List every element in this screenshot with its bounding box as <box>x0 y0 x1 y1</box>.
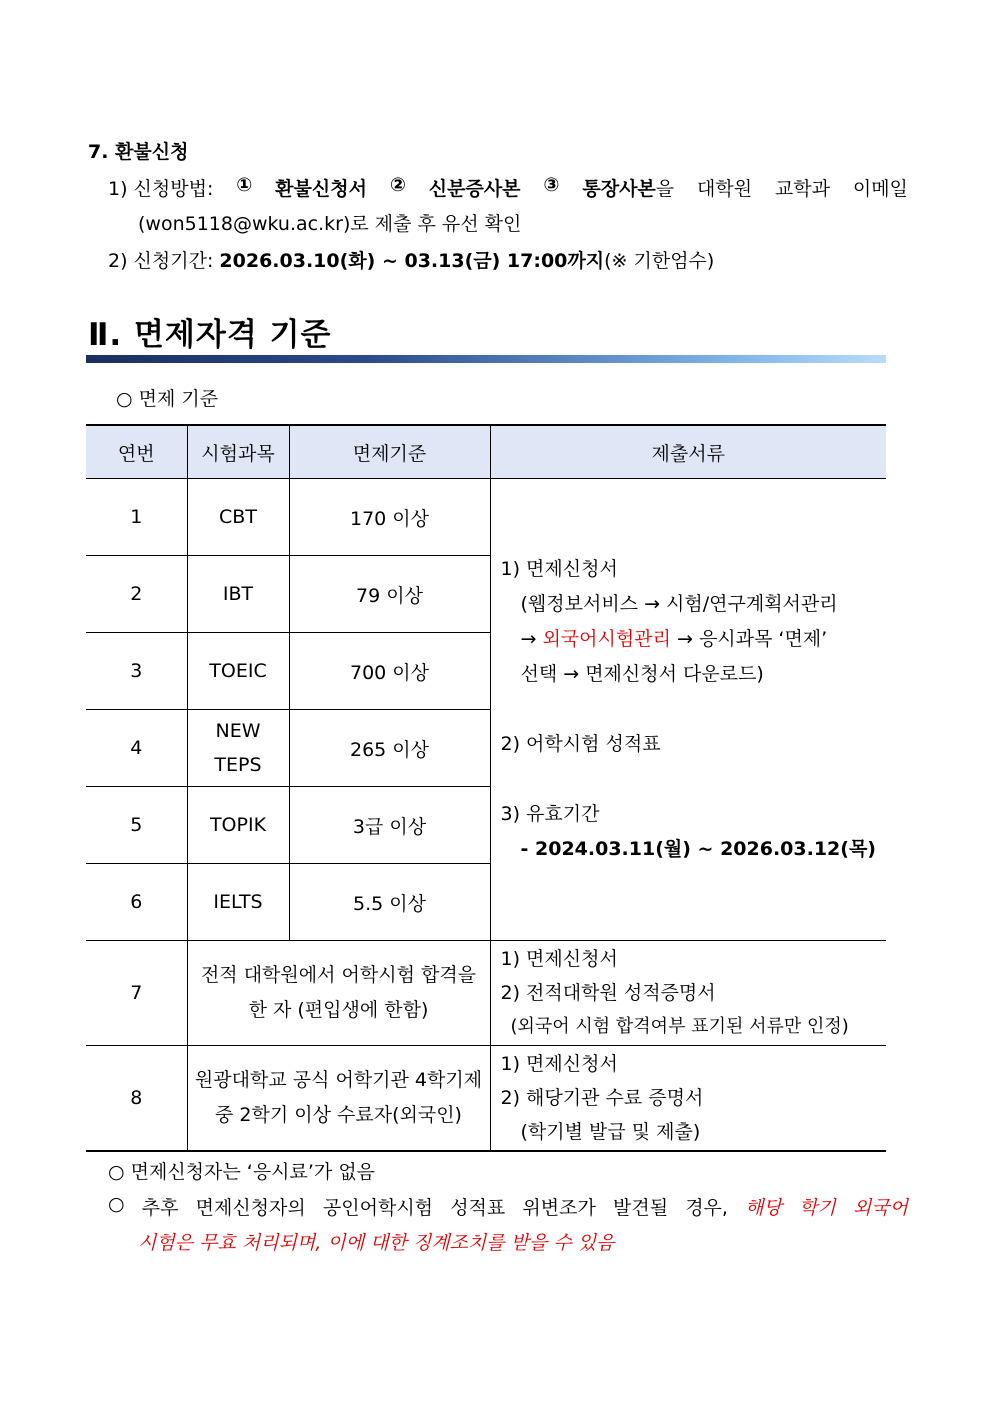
table-row <box>86 941 886 1046</box>
section-subtitle: ○ 면제 기준 <box>116 388 219 410</box>
doc-application-path-1: (웹정보서비스 → 시험/연구계획서관리 <box>520 593 838 615</box>
refund-method-line2: (won5118@wku.ac.kr)로 제출 후 유선 확인 <box>138 213 522 235</box>
doc-validity-period: 3) 유효기간 <box>500 803 600 825</box>
exemption-criteria-table <box>86 424 886 1152</box>
row-description-line2: 중 2학기 이상 수료자(외국인) <box>215 1104 462 1126</box>
note-word: 성적표 <box>450 1197 506 1219</box>
spacer <box>501 762 886 797</box>
row-subject-line1: NEW <box>215 720 261 742</box>
note-warning-continued: 시험은 무효 처리되며, 이에 대한 징계조치를 받을 수 있음 <box>138 1232 615 1254</box>
row-doc-3: (학기별 발급 및 제출) <box>520 1121 701 1143</box>
row-subject: IBT <box>187 556 289 633</box>
row-subject: CBT <box>187 479 289 556</box>
refund-heading: 7. 환불신청 <box>88 141 189 163</box>
header-subject: 시험과목 <box>187 425 289 479</box>
row-subject <box>187 710 289 787</box>
row-description <box>187 941 490 1046</box>
row-number: 1 <box>86 479 187 556</box>
refund-method-line <box>108 174 908 201</box>
table-header-row <box>86 425 886 479</box>
note-word: ○ <box>108 1193 125 1215</box>
spacer <box>501 692 886 727</box>
row-number: 7 <box>86 941 187 1046</box>
required-documents-cell <box>490 479 886 941</box>
row-documents <box>490 1046 886 1152</box>
row-doc-2: 2) 전적대학원 성적증명서 <box>500 982 716 1004</box>
refund-item3: 통장사본 <box>582 178 656 200</box>
row-doc-2: 2) 해당기관 수료 증명서 <box>500 1087 704 1109</box>
row-description <box>187 1046 490 1152</box>
section-title: Ⅱ. 면제자격 기준 <box>88 317 332 353</box>
row-description-line2: 한 자 (편입생에 한함) <box>248 999 429 1021</box>
row-subject: IELTS <box>187 864 289 941</box>
row-subject: TOPIK <box>187 787 289 864</box>
table-row <box>86 1046 886 1152</box>
note-word: 경우, <box>685 1197 728 1219</box>
doc-application-path-3: 선택 → 면제신청서 다운로드) <box>520 663 764 685</box>
header-number: 연번 <box>86 425 187 479</box>
refund-item1-num: ① <box>236 174 253 196</box>
note-no-fee: ○ 면제신청자는 ‘응시료’가 없음 <box>108 1161 376 1183</box>
note-word: 추후 <box>141 1197 179 1219</box>
table-row <box>86 479 886 556</box>
note-word: 공인어학시험 <box>322 1197 434 1219</box>
row-description-line1: 원광대학교 공식 어학기관 4학기제 <box>194 1069 483 1091</box>
doc-application-path-2 <box>501 622 886 657</box>
row-doc-1: 1) 면제신청서 <box>500 1053 618 1075</box>
row-number: 6 <box>86 864 187 941</box>
header-criteria: 면제기준 <box>289 425 490 479</box>
refund-item2: 신분증사본 <box>428 178 521 200</box>
note-word: 발견될 <box>612 1197 669 1219</box>
refund-suffix-word: 이메일 <box>852 178 908 200</box>
refund-suffix-word: 을 <box>655 178 675 200</box>
row-subject-line2: TEPS <box>214 754 262 776</box>
doc-application-form: 1) 면제신청서 <box>500 558 618 580</box>
row-criteria: 265 이상 <box>289 710 490 787</box>
refund-period-line <box>108 246 714 273</box>
row-criteria: 5.5 이상 <box>289 864 490 941</box>
refund-period-note: (※ 기한엄수) <box>604 250 715 272</box>
refund-period-prefix: 2) 신청기간: <box>108 250 220 272</box>
row-criteria: 79 이상 <box>289 556 490 633</box>
note-word: 위변조가 <box>522 1197 596 1219</box>
row-criteria: 3급 이상 <box>289 787 490 864</box>
header-documents: 제출서류 <box>490 425 886 479</box>
refund-item3-num: ③ <box>543 174 560 196</box>
note-forgery-warning <box>108 1193 908 1220</box>
doc-validity-dates: - 2024.03.11(월) ~ 2026.03.12(목) <box>520 838 876 860</box>
doc-application-path-2-rest: → 응시과목 ‘면제’ <box>670 628 828 650</box>
note-warning-word: 학기 <box>798 1197 836 1219</box>
doc-score-report: 2) 어학시험 성적표 <box>500 733 661 755</box>
note-word: 면제신청자의 <box>195 1197 306 1219</box>
foreign-exam-menu-highlight: 외국어시험관리 <box>542 628 671 650</box>
row-number: 3 <box>86 633 187 710</box>
row-doc-3: (외국어 시험 합격여부 표기된 서류만 인정) <box>510 1016 849 1037</box>
row-description-line1: 전적 대학원에서 어학시험 합격을 <box>200 964 477 986</box>
refund-item2-num: ② <box>389 174 406 196</box>
refund-suffix-word: 교학과 <box>774 178 830 200</box>
refund-item3-group <box>582 174 674 201</box>
arrow-text: → <box>520 628 543 650</box>
row-criteria: 700 이상 <box>289 633 490 710</box>
row-number: 4 <box>86 710 187 787</box>
note-warning-word: 해당 <box>745 1197 782 1219</box>
refund-suffix-word: 대학원 <box>697 178 753 200</box>
row-number: 8 <box>86 1046 187 1152</box>
refund-period-dates: 2026.03.10(화) ~ 03.13(금) 17:00까지 <box>219 250 605 272</box>
row-number: 5 <box>86 787 187 864</box>
section-title-underline <box>86 355 886 363</box>
refund-item1: 환불신청서 <box>275 178 367 200</box>
note-warning-word: 외국어 <box>852 1197 908 1219</box>
row-doc-1: 1) 면제신청서 <box>500 948 618 970</box>
row-subject: TOEIC <box>187 633 289 710</box>
row-criteria: 170 이상 <box>289 479 490 556</box>
refund-method-prefix: 1) 신청방법: <box>108 178 214 200</box>
row-number: 2 <box>86 556 187 633</box>
row-documents <box>490 941 886 1046</box>
